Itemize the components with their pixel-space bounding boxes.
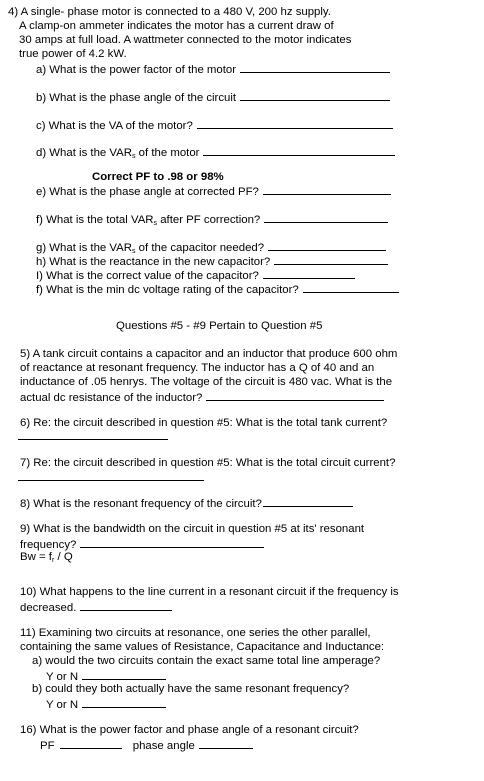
q4f2-question (36, 282, 399, 297)
q4a-question (36, 62, 390, 77)
q4d-question (36, 145, 395, 160)
q4d-subscript: s (132, 153, 136, 160)
q4d-text-start: d) What is the VAR (36, 147, 133, 159)
q8-question (20, 496, 353, 511)
bandwidth-formula (20, 551, 73, 564)
q7-answer-blank[interactable] (18, 470, 204, 481)
q16-pf-label: PF (40, 740, 55, 752)
q5-answer-blank[interactable] (206, 390, 384, 401)
q6-answer-row (18, 429, 168, 444)
q9-line-2: frequency? (20, 539, 77, 551)
q11a-text: a) would the two circuits contain the exact same total line amperage? (32, 655, 381, 667)
q11b-text: b) could they both actually have the same resonant frequency? (32, 683, 350, 695)
q11-line-2: containing the same values of Resistance, Capacitance and Inductance: (20, 641, 385, 653)
q4-intro-line-1: 4) A single- phase motor is connected to a 480 V, 200 hz supply. (8, 6, 331, 18)
section-note: Questions #5 - #9 Pertain to Question #5 (116, 320, 323, 332)
q4h-text: h) What is the reactance in the new capacitor? (36, 256, 271, 268)
q16-pf-answer-blank[interactable] (60, 738, 122, 749)
q4f-answer-blank[interactable] (264, 212, 388, 223)
q5-question-line-4 (20, 390, 384, 405)
q7-answer-row (18, 470, 204, 485)
q4f-text-end: after PF correction? (157, 214, 261, 226)
q5-line-2: of reactance at resonant frequency. The inductor has a Q of 40 and an (20, 362, 375, 374)
q11b-answer-blank[interactable] (82, 697, 166, 708)
q4c-answer-blank[interactable] (197, 118, 393, 129)
q4g-text-start: g) What is the VAR (36, 242, 133, 254)
q4f-subscript: s (153, 220, 158, 227)
q6-question: 6) Re: the circuit described in question #5: What is the total tank current? (20, 417, 388, 429)
q4a-answer-blank[interactable] (240, 62, 390, 73)
q6-answer-blank[interactable] (18, 429, 168, 440)
q4g-answer-blank[interactable] (268, 240, 386, 251)
q4g-text-end: of the capacitor needed? (135, 242, 265, 254)
q4-intro-line-2: A clamp-on ammeter indicates the motor has a current draw of (19, 20, 334, 32)
q4-intro-line-3: 30 amps at full load. A wattmeter connected to the motor indicates (19, 34, 352, 46)
q4b-answer-blank[interactable] (240, 90, 390, 101)
q9-line-1: 9) What is the bandwidth on the circuit in question #5 at its' resonant (20, 523, 365, 535)
q4f2-text: f) What is the min dc voltage rating of the capacitor? (36, 284, 299, 296)
q4i-text: I) What is the correct value of the capacitor? (36, 270, 259, 282)
q8-text: 8) What is the resonant frequency of the circuit? (20, 498, 262, 510)
q4-intro-line-4: true power of 4.2 kW. (19, 48, 127, 60)
q5-line-4: actual dc resistance of the inductor? (20, 392, 203, 404)
q4f2-answer-blank[interactable] (303, 282, 399, 293)
q10-line-2: decreased. (20, 602, 77, 614)
q10-line-1: 10) What happens to the line current in a resonant circuit if the frequency is (20, 586, 399, 598)
q4d-answer-blank[interactable] (203, 145, 395, 156)
q4h-question (36, 254, 388, 269)
q11a-answer-row (46, 669, 166, 684)
correct-pf-heading: Correct PF to .98 or 98% (92, 171, 224, 183)
q9-answer-blank[interactable] (80, 537, 264, 548)
q16-phase-answer-blank[interactable] (199, 738, 253, 749)
formula-subscript: r (51, 557, 55, 564)
q4e-text: e) What is the phase angle at corrected PF? (36, 186, 259, 198)
q16-question: 16) What is the power factor and phase angle of a resonant circuit? (20, 724, 359, 736)
q4e-answer-blank[interactable] (263, 184, 391, 195)
q7-question: 7) Re: the circuit described in question #5: What is the total circuit current? (20, 457, 396, 469)
q4a-text: a) What is the power factor of the motor (36, 64, 237, 76)
q4c-question (36, 118, 393, 133)
q4f-question (36, 212, 388, 227)
q4b-question (36, 90, 390, 105)
q11a-yn-label: Y or N (46, 671, 79, 683)
q5-line-1: 5) A tank circuit contains a capacitor and an inductor that produce 600 ohm (20, 348, 398, 360)
q5-line-3: inductance of .05 henrys. The voltage of the circuit is 480 vac. What is the (20, 376, 393, 388)
q10-line-2-row (20, 600, 172, 615)
q16-phase-label: phase angle (132, 740, 195, 752)
q11b-yn-label: Y or N (46, 699, 79, 711)
q4g-subscript: s (132, 248, 136, 255)
q4c-text: c) What is the VA of the motor? (36, 120, 193, 132)
formula-start: Bw = f (20, 551, 52, 563)
q11-line-1: 11) Examining two circuits at resonance, one series the other parallel, (20, 627, 371, 639)
q4i-question (36, 268, 355, 283)
q4g-question (36, 240, 386, 255)
q4d-text-end: of the motor (135, 147, 200, 159)
formula-end: / Q (54, 551, 73, 563)
q10-answer-blank[interactable] (80, 600, 172, 611)
q16-answer-row (40, 738, 253, 753)
q4f-text-start: f) What is the total VAR (36, 214, 154, 226)
q9-line-2-row (20, 537, 264, 552)
q11a-answer-blank[interactable] (82, 669, 166, 680)
q8-answer-blank[interactable] (263, 496, 353, 507)
q4b-text: b) What is the phase angle of the circuit (36, 92, 237, 104)
q4h-answer-blank[interactable] (274, 254, 388, 265)
q4e-question (36, 184, 391, 199)
q4i-answer-blank[interactable] (263, 268, 355, 279)
q11b-answer-row (46, 697, 166, 712)
